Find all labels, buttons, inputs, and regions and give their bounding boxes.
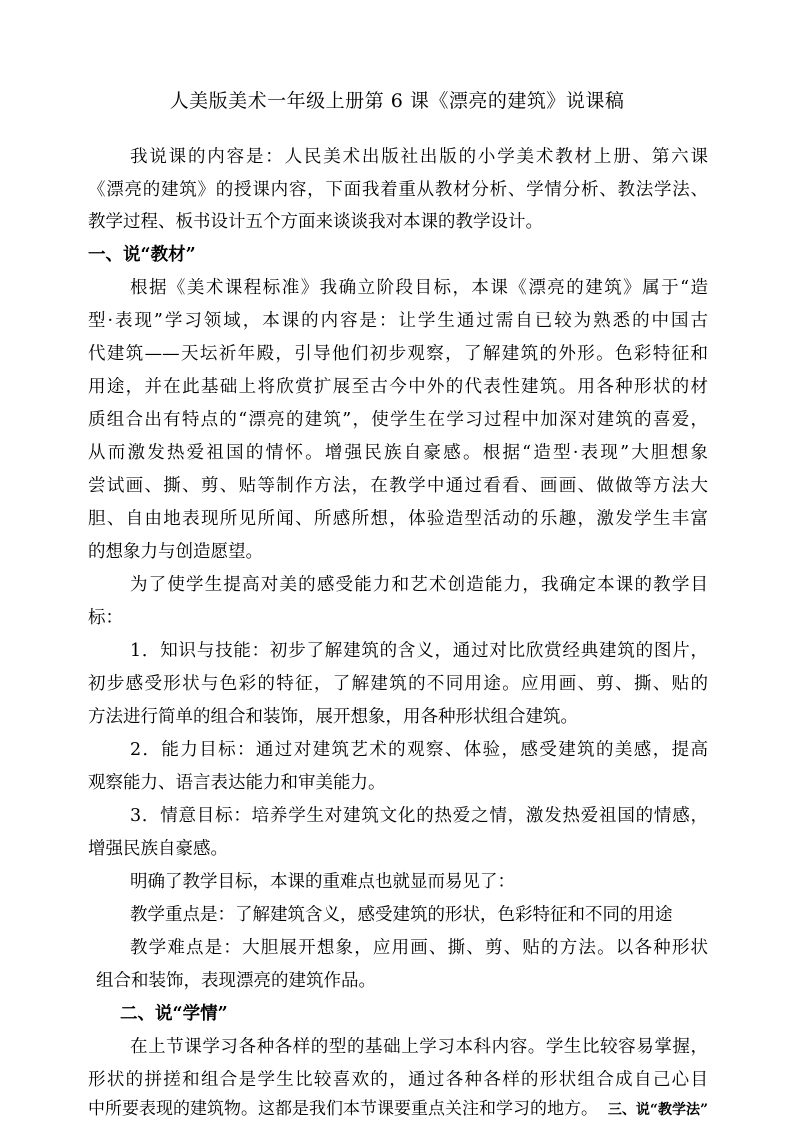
section-heading-textbook: 一、说“教材” — [88, 245, 196, 265]
section-heading-teaching-method: 三、说“教学法” — [607, 1102, 708, 1118]
textbook-line-7: 尝试画、撕、剪、贴等制作方法，在教学中通过看看、画画、做做等方法大 — [88, 476, 708, 496]
goal-1-line-2: 初步感受形状与色彩的特征，了解建筑的不同用途。应用画、剪、撕、贴的 — [88, 674, 708, 694]
section-heading-students: 二、说“学情” — [120, 1004, 228, 1024]
textbook-line-3: 代建筑——天坛祈年殿，引导他们初步观察，了解建筑的外形。色彩特征和 — [88, 344, 708, 364]
textbook-line-6: 从而激发热爱祖国的情怀。增强民族自豪感。根据“造型·表现”大胆想象 — [88, 443, 708, 463]
textbook-line-1: 根据《美术课程标准》我确立阶段目标，本课《漂亮的建筑》属于“造 — [130, 278, 708, 298]
key-point-line: 教学重点是：了解建筑含义，感受建筑的形状，色彩特征和不同的用途 — [130, 905, 673, 925]
textbook-line-8: 胆、自由地表现所见所闻、所感所想，体验造型活动的乐趣，激发学生丰富 — [88, 509, 708, 529]
textbook-line-5: 质组合出有特点的“漂亮的建筑”，使学生在学习过程中加深对建筑的喜爱， — [88, 410, 708, 430]
goal-3-line-1: 3．情意目标：培养学生对建筑文化的热爱之情，激发热爱祖国的情感， — [130, 806, 708, 826]
goal-2-line-1: 2．能力目标：通过对建筑艺术的观察、体验，感受建筑的美感，提高 — [130, 740, 708, 760]
difficulty-line-1: 教学难点是：大胆展开想象，应用画、撕、剪、贴的方法。以各种形状 — [130, 938, 708, 958]
goals-intro-line-2: 标： — [88, 608, 123, 628]
intro-line-2: 《漂亮的建筑》的授课内容，下面我着重从教材分析、学情分析、教法学法、 — [88, 180, 708, 200]
intro-line-1: 我说课的内容是：人民美术出版社出版的小学美术教材上册、第六课 — [130, 147, 708, 167]
goal-1-line-3: 方法进行简单的组合和装饰，展开想象，用各种形状组合建筑。 — [88, 707, 578, 727]
goal-2-line-2: 观察能力、语言表达能力和审美能力。 — [88, 773, 386, 793]
textbook-line-9: 的想象力与创造愿望。 — [88, 542, 263, 562]
intro-line-3: 教学过程、板书设计五个方面来谈谈我对本课的教学设计。 — [88, 212, 543, 232]
document-title: 人美版美术一年级上册第 6 课《漂亮的建筑》说课稿 — [169, 90, 625, 112]
difficulty-line-2: 组合和装饰，表现漂亮的建筑作品。 — [96, 971, 376, 991]
goal-1-line-1: 1．知识与技能：初步了解建筑的含义，通过对比欣赏经典建筑的图片， — [130, 641, 708, 661]
goals-intro-line-1: 为了使学生提高对美的感受能力和艺术创造能力，我确定本课的教学目 — [130, 575, 708, 595]
goal-3-line-2: 增强民族自豪感。 — [88, 839, 228, 859]
students-line-2: 形状的拼搓和组合是学生比较喜欢的，通过各种各样的形状组合成自己心目 — [88, 1070, 708, 1090]
key-points-intro: 明确了教学目标，本课的重难点也就显而易见了： — [130, 872, 515, 892]
students-line-3: 中所要表现的建筑物。这都是我们本节课要重点关注和学习的地方。 — [88, 1099, 598, 1119]
textbook-line-4: 用途，并在此基础上将欣赏扩展至古今中外的代表性建筑。用各种形状的材 — [88, 377, 708, 397]
textbook-line-2: 型·表现”学习领域，本课的内容是：让学生通过需自已较为熟悉的中国古 — [88, 311, 708, 331]
students-line-1: 在上节课学习各种各样的型的基础上学习本科内容。学生比较容易掌握， — [130, 1037, 708, 1057]
